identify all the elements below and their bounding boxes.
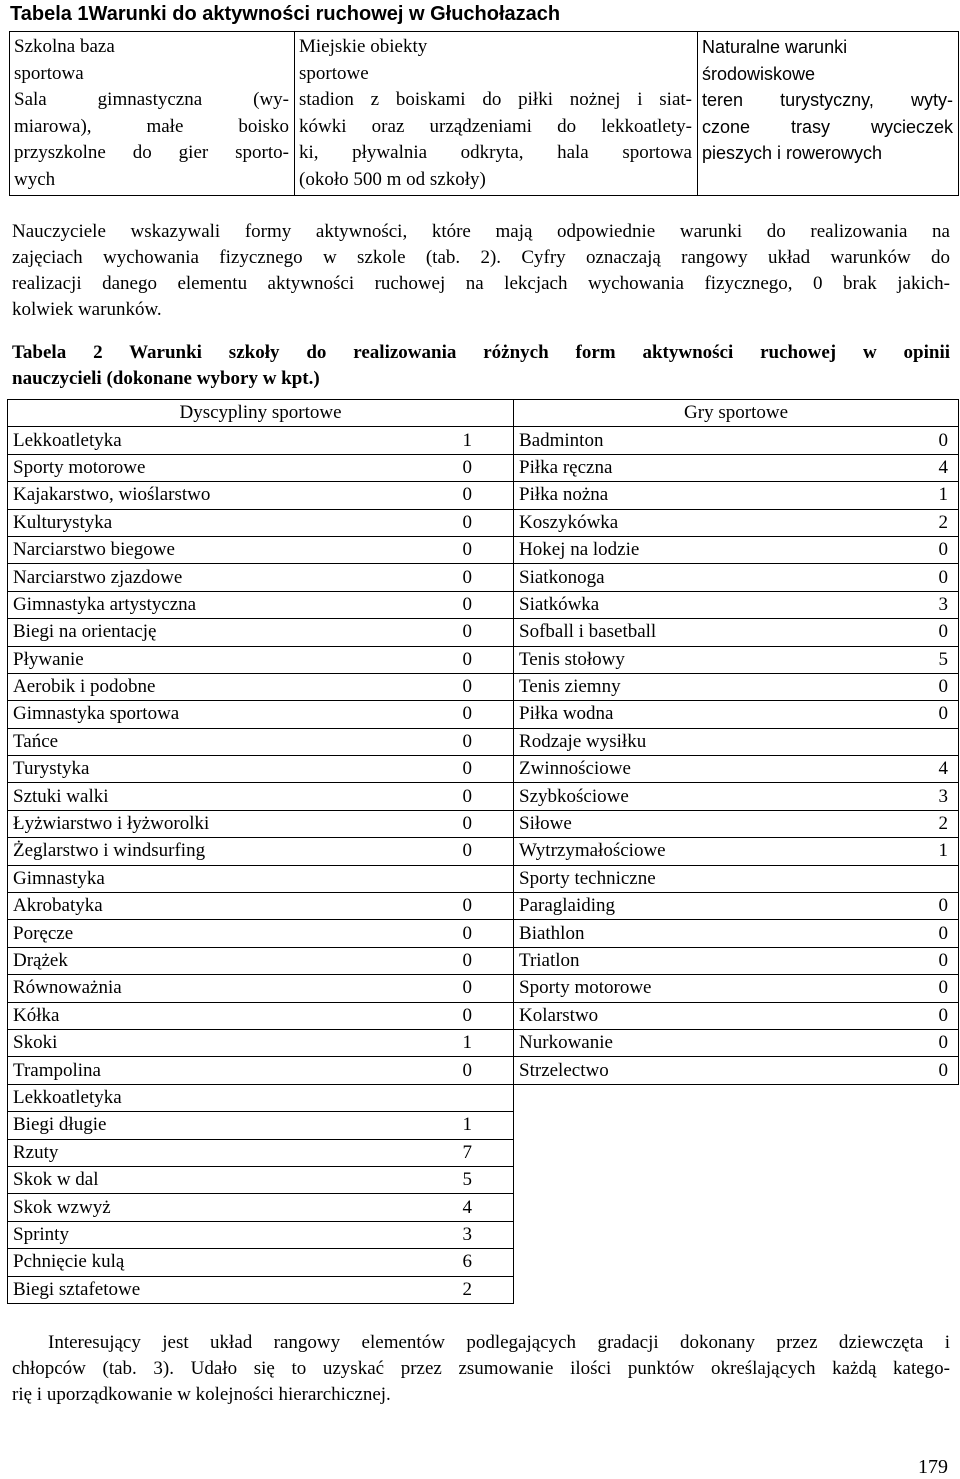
paragraph-line: chłopców (tab. 3). Udało się to uzyskać przez zsumowanie ilości punktów określających każdą katego- bbox=[12, 1358, 950, 1379]
discipline-rank: 0 bbox=[408, 756, 514, 783]
discipline-name: Narciarstwo biegowe bbox=[8, 536, 408, 563]
table1-header-row bbox=[10, 32, 959, 88]
discipline-rank: 0 bbox=[408, 838, 514, 865]
table1-header-line: Miejskie obiekty bbox=[299, 36, 428, 57]
game-name: Rodzaje wysiłku bbox=[514, 728, 870, 755]
game-rank: 1 bbox=[870, 482, 959, 509]
discipline-rank bbox=[408, 865, 514, 892]
empty-cell bbox=[514, 1249, 959, 1276]
table2-row bbox=[8, 1112, 959, 1139]
table1-body-cell-3 bbox=[698, 87, 959, 196]
discipline-name: Sztuki walki bbox=[8, 783, 408, 810]
table2-row bbox=[8, 701, 959, 728]
table2-row bbox=[8, 509, 959, 536]
game-name: Sporty techniczne bbox=[514, 865, 870, 892]
table1-body-line: Sala gimnastyczna (wy- bbox=[14, 89, 289, 110]
table2-row bbox=[8, 893, 959, 920]
table2-row bbox=[8, 1194, 959, 1221]
table1-header-cell-2 bbox=[295, 32, 698, 88]
table1-header-line: sportowe bbox=[299, 62, 369, 84]
table1-body-line: pieszych i rowerowych bbox=[702, 143, 883, 163]
game-rank bbox=[870, 865, 959, 892]
table1-body-line: przyszkolne do gier sporto- bbox=[14, 142, 289, 163]
discipline-rank: 0 bbox=[408, 975, 514, 1002]
table2-row bbox=[8, 728, 959, 755]
table1-header-line: Szkolna baza bbox=[14, 36, 115, 57]
discipline-name: Narciarstwo zjazdowe bbox=[8, 564, 408, 591]
table1-body-cell-1 bbox=[10, 87, 295, 196]
discipline-name: Tańce bbox=[8, 728, 408, 755]
table2-row bbox=[8, 673, 959, 700]
table2-row bbox=[8, 1084, 959, 1111]
empty-cell bbox=[514, 1166, 959, 1193]
table1-body-line: wych bbox=[14, 168, 56, 190]
discipline-rank: 7 bbox=[408, 1139, 514, 1166]
table1-title: Tabela 1Warunki do aktywności ruchowej w Głuchołazach bbox=[10, 3, 561, 25]
table1-body-line: teren turystyczny, wyty- bbox=[702, 90, 953, 110]
game-rank: 1 bbox=[870, 838, 959, 865]
discipline-rank: 0 bbox=[408, 810, 514, 837]
table2-header-left: Dyscypliny sportowe bbox=[8, 400, 514, 427]
table2-row bbox=[8, 427, 959, 454]
table2-row bbox=[8, 1166, 959, 1193]
table2-row bbox=[8, 1029, 959, 1056]
table2-row bbox=[8, 536, 959, 563]
table1-header-line: Naturalne warunki bbox=[702, 37, 848, 57]
paragraph-conclusion bbox=[12, 1330, 950, 1408]
paragraph-line: Interesujący jest układ rangowy elementów podlegających gradacji dokonany przez dziewczęta i bbox=[48, 1332, 950, 1353]
discipline-rank: 0 bbox=[408, 482, 514, 509]
game-name: Triatlon bbox=[514, 947, 870, 974]
table2-row bbox=[8, 619, 959, 646]
discipline-rank: 0 bbox=[408, 701, 514, 728]
discipline-rank: 1 bbox=[408, 1029, 514, 1056]
table2-row bbox=[8, 591, 959, 618]
discipline-rank: 1 bbox=[408, 1112, 514, 1139]
game-rank: 2 bbox=[870, 810, 959, 837]
table2-header-row bbox=[8, 400, 959, 427]
discipline-name: Biegi sztafetowe bbox=[8, 1276, 408, 1303]
table2-row bbox=[8, 1139, 959, 1166]
discipline-rank: 0 bbox=[408, 454, 514, 481]
game-name: Piłka nożna bbox=[514, 482, 870, 509]
discipline-name: Skoki bbox=[8, 1029, 408, 1056]
discipline-rank: 0 bbox=[408, 1002, 514, 1029]
game-name: Tenis stołowy bbox=[514, 646, 870, 673]
game-rank: 4 bbox=[870, 454, 959, 481]
table1-body-line: miarowa), małe boisko bbox=[14, 115, 289, 137]
game-rank: 0 bbox=[870, 701, 959, 728]
discipline-rank: 2 bbox=[408, 1276, 514, 1303]
table2-row bbox=[8, 1002, 959, 1029]
game-name: Siatkonoga bbox=[514, 564, 870, 591]
table1-body-line: stadion z boiskami do piłki nożnej i siat- bbox=[299, 89, 692, 110]
discipline-name: Gimnastyka sportowa bbox=[8, 701, 408, 728]
discipline-name: Sprinty bbox=[8, 1221, 408, 1248]
table1-body-row bbox=[10, 87, 959, 196]
discipline-rank: 0 bbox=[408, 728, 514, 755]
table2 bbox=[7, 399, 959, 1304]
table2-row bbox=[8, 756, 959, 783]
game-rank: 0 bbox=[870, 536, 959, 563]
discipline-name: Akrobatyka bbox=[8, 893, 408, 920]
discipline-name: Kulturystyka bbox=[8, 509, 408, 536]
game-name: Piłka ręczna bbox=[514, 454, 870, 481]
game-rank: 0 bbox=[870, 975, 959, 1002]
game-name: Siłowe bbox=[514, 810, 870, 837]
table2-title-line: Tabela 2 Warunki szkoły do realizowania różnych form aktywności ruchowej w opinii bbox=[12, 342, 950, 363]
game-name: Nurkowanie bbox=[514, 1029, 870, 1056]
discipline-rank: 0 bbox=[408, 893, 514, 920]
discipline-rank: 0 bbox=[408, 1057, 514, 1084]
game-name: Biathlon bbox=[514, 920, 870, 947]
game-rank: 5 bbox=[870, 646, 959, 673]
empty-cell bbox=[514, 1221, 959, 1248]
discipline-name: Skok wzwyż bbox=[8, 1194, 408, 1221]
discipline-name: Turystyka bbox=[8, 756, 408, 783]
table2-row bbox=[8, 947, 959, 974]
discipline-name: Kajakarstwo, wioślarstwo bbox=[8, 482, 408, 509]
game-rank: 0 bbox=[870, 1057, 959, 1084]
table2-row bbox=[8, 810, 959, 837]
game-rank: 0 bbox=[870, 673, 959, 700]
table2-title-line: nauczycieli (dokonane wybory w kpt.) bbox=[12, 368, 320, 389]
table2-row bbox=[8, 1221, 959, 1248]
table2-row bbox=[8, 1249, 959, 1276]
discipline-rank: 0 bbox=[408, 783, 514, 810]
game-name: Sofball i basetball bbox=[514, 619, 870, 646]
discipline-name: Żeglarstwo i windsurfing bbox=[8, 838, 408, 865]
discipline-rank: 5 bbox=[408, 1166, 514, 1193]
discipline-rank: 0 bbox=[408, 591, 514, 618]
discipline-name: Aerobik i podobne bbox=[8, 673, 408, 700]
game-name: Siatkówka bbox=[514, 591, 870, 618]
table1-body-line: (około 500 m od szkoły) bbox=[299, 168, 486, 190]
game-name: Kolarstwo bbox=[514, 1002, 870, 1029]
game-name: Paraglaiding bbox=[514, 893, 870, 920]
discipline-name: Rzuty bbox=[8, 1139, 408, 1166]
game-rank: 4 bbox=[870, 756, 959, 783]
table2-row bbox=[8, 1057, 959, 1084]
empty-cell bbox=[514, 1084, 959, 1111]
table1-body-line: ki, pływalnia odkryta, hala sportowa bbox=[299, 142, 692, 163]
empty-cell bbox=[514, 1276, 959, 1303]
discipline-rank: 1 bbox=[408, 427, 514, 454]
table2-row bbox=[8, 865, 959, 892]
game-name: Badminton bbox=[514, 427, 870, 454]
game-rank: 0 bbox=[870, 427, 959, 454]
table1-header-cell-1 bbox=[10, 32, 295, 88]
game-rank: 0 bbox=[870, 920, 959, 947]
discipline-name: Skok w dal bbox=[8, 1166, 408, 1193]
discipline-rank: 4 bbox=[408, 1194, 514, 1221]
table2-row bbox=[8, 482, 959, 509]
table2-row bbox=[8, 646, 959, 673]
game-rank: 2 bbox=[870, 509, 959, 536]
table2-row bbox=[8, 783, 959, 810]
table2-row bbox=[8, 1276, 959, 1303]
table2-row bbox=[8, 454, 959, 481]
game-rank: 0 bbox=[870, 947, 959, 974]
discipline-name: Łyżwiarstwo i łyżworolki bbox=[8, 810, 408, 837]
game-rank: 0 bbox=[870, 1029, 959, 1056]
empty-cell bbox=[514, 1139, 959, 1166]
paragraph-line: rię i uporządkowanie w kolejności hierarchicznej. bbox=[12, 1384, 391, 1405]
table1 bbox=[9, 31, 959, 196]
table1-header-line: środowiskowe bbox=[702, 63, 816, 84]
discipline-rank: 6 bbox=[408, 1249, 514, 1276]
paragraph-line: Nauczyciele wskazywali formy aktywności, które mają odpowiednie warunki do realizowania na bbox=[12, 221, 950, 242]
discipline-name: Lekkoatletyka bbox=[8, 427, 408, 454]
game-rank: 0 bbox=[870, 1002, 959, 1029]
discipline-rank: 0 bbox=[408, 673, 514, 700]
discipline-rank: 0 bbox=[408, 509, 514, 536]
game-name: Sporty motorowe bbox=[514, 975, 870, 1002]
table2-row bbox=[8, 920, 959, 947]
table1-header-cell-3 bbox=[698, 32, 959, 88]
table1-body-cell-2 bbox=[295, 87, 698, 196]
paragraph-line: realizacji danego elementu aktywności ruchowej na lekcjach wychowania fizycznego, 0 brak jakich- bbox=[12, 273, 950, 294]
paragraph-line: zajęciach wychowania fizycznego w szkole (tab. 2). Cyfry oznaczają rangowy układ warunków do bbox=[12, 247, 950, 268]
empty-cell bbox=[514, 1112, 959, 1139]
game-name: Strzelectwo bbox=[514, 1057, 870, 1084]
game-rank: 3 bbox=[870, 783, 959, 810]
discipline-name: Gimnastyka artystyczna bbox=[8, 591, 408, 618]
game-rank: 3 bbox=[870, 591, 959, 618]
game-rank: 0 bbox=[870, 619, 959, 646]
discipline-rank: 0 bbox=[408, 646, 514, 673]
empty-cell bbox=[514, 1194, 959, 1221]
game-name: Zwinnościowe bbox=[514, 756, 870, 783]
discipline-name: Pływanie bbox=[8, 646, 408, 673]
discipline-name: Trampolina bbox=[8, 1057, 408, 1084]
game-name: Piłka wodna bbox=[514, 701, 870, 728]
discipline-name: Poręcze bbox=[8, 920, 408, 947]
discipline-name: Gimnastyka bbox=[8, 865, 408, 892]
discipline-rank: 0 bbox=[408, 947, 514, 974]
page-number: 179 bbox=[918, 1456, 948, 1478]
discipline-name: Sporty motorowe bbox=[8, 454, 408, 481]
table2-row bbox=[8, 564, 959, 591]
table2-title bbox=[12, 340, 950, 392]
game-name: Hokej na lodzie bbox=[514, 536, 870, 563]
paragraph-intro bbox=[12, 219, 950, 323]
discipline-name: Kółka bbox=[8, 1002, 408, 1029]
discipline-rank: 3 bbox=[408, 1221, 514, 1248]
game-name: Wytrzymałościowe bbox=[514, 838, 870, 865]
discipline-rank: 0 bbox=[408, 564, 514, 591]
discipline-name: Drążek bbox=[8, 947, 408, 974]
game-name: Tenis ziemny bbox=[514, 673, 870, 700]
discipline-rank: 0 bbox=[408, 920, 514, 947]
game-rank: 0 bbox=[870, 893, 959, 920]
table2-row bbox=[8, 838, 959, 865]
game-name: Koszykówka bbox=[514, 509, 870, 536]
paragraph-line: kolwiek warunków. bbox=[12, 299, 162, 320]
table2-row bbox=[8, 975, 959, 1002]
discipline-name: Biegi na orientację bbox=[8, 619, 408, 646]
discipline-name: Równoważnia bbox=[8, 975, 408, 1002]
game-rank: 0 bbox=[870, 564, 959, 591]
discipline-rank bbox=[408, 1084, 514, 1111]
table2-header-right: Gry sportowe bbox=[514, 400, 959, 427]
table1-body-line: kówki oraz urządzeniami do lekkoatlety- bbox=[299, 115, 692, 137]
discipline-rank: 0 bbox=[408, 536, 514, 563]
discipline-rank: 0 bbox=[408, 619, 514, 646]
game-name: Szybkościowe bbox=[514, 783, 870, 810]
discipline-name: Biegi długie bbox=[8, 1112, 408, 1139]
table1-header-line: sportowa bbox=[14, 62, 84, 84]
discipline-name: Lekkoatletyka bbox=[8, 1084, 408, 1111]
table1-body-line: czone trasy wycieczek bbox=[702, 116, 953, 137]
game-rank bbox=[870, 728, 959, 755]
discipline-name: Pchnięcie kulą bbox=[8, 1249, 408, 1276]
